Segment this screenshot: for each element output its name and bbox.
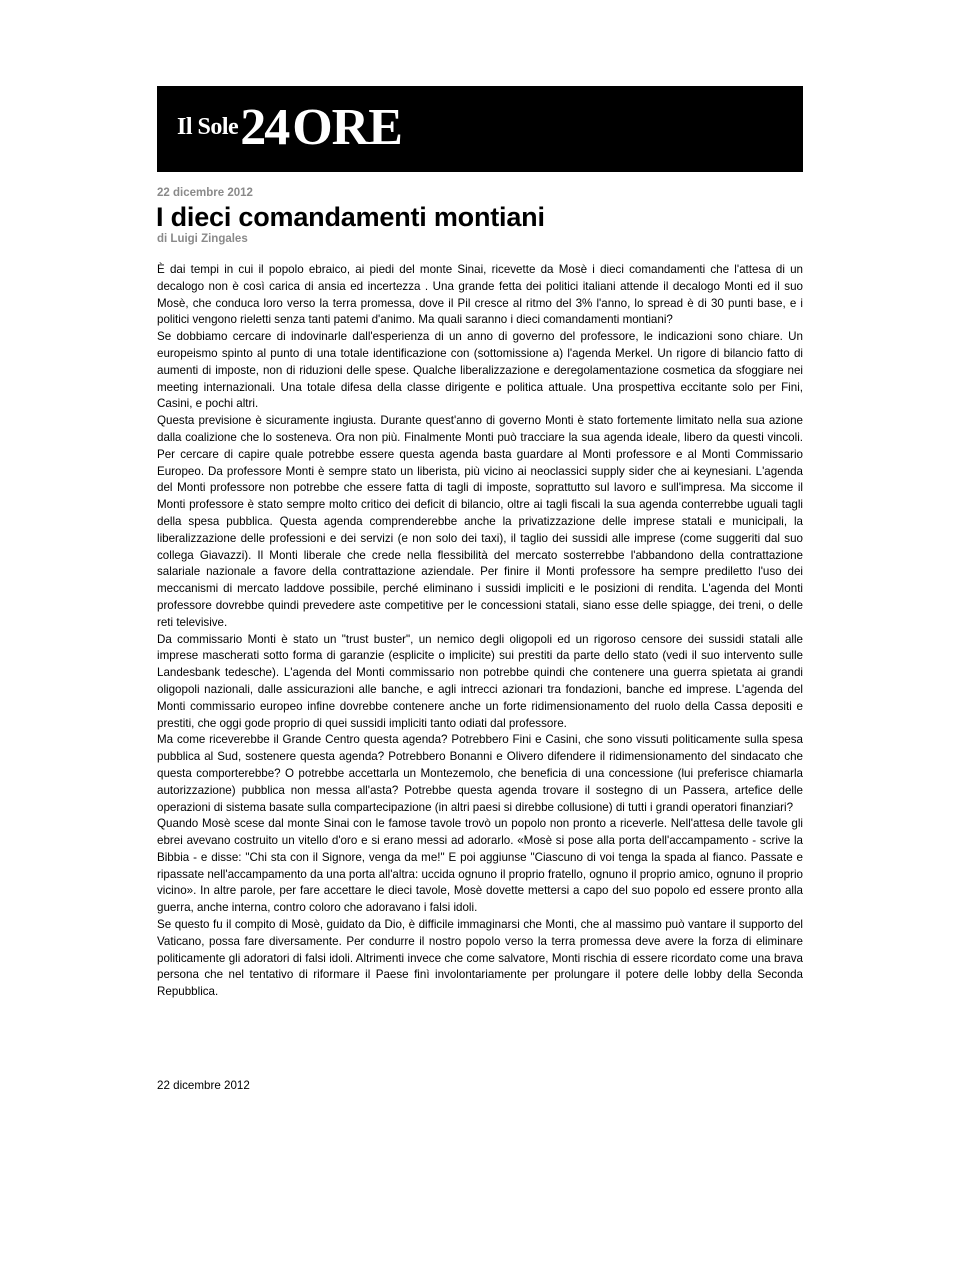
masthead-banner — [157, 86, 803, 172]
article-paragraph-2: Se dobbiamo cercare di indovinarle dall'esperienza di un anno di governo del professore, le indicazioni sono chiare. Un europeismo spinto al punto di una totale identificazione con (sottomissione a) l'agenda Merkel. Un rigore di bilancio fatto di aumenti di imposte, non di riduzioni delle spese. Qualche liberalizzazione e deregolamentazione cosmetica da sfoggiare nei meeting internazionali. Una totale difesa della classe dirigente e politica attuale. Una prospettiva eccitante solo per Fini, Casini, e pochi altri. — [157, 330, 803, 411]
article-paragraph-3: Questa previsione è sicuramente ingiusta. Durante quest'anno di governo Monti è stato fortemente limitato nella sua azione dalla coalizione che lo sosteneva. Ora non più. Finalmente Monti può tracciare la sua agenda ideale, libero da questi vincoli. Per cercare di capire quale potrebbe essere questa agenda basta guardare al Monti professore e al Monti Commissario Europeo. Da professore Monti è sempre stato un liberista, più vicino ai neoclassici supply sider che ai keynesiani. L'agenda del Monti professore non potrebbe che essere fatta di tagli di imposte, soprattutto sul lavoro e sull'impresa. Ma siccome il Monti professore è stato sempre molto critico dei deficit di bilancio, oltre ai tagli fiscali la sua agenda conterrebbe uguali tagli della spesa pubblica. Questa agenda comprenderebbe anche la privatizzazione delle imprese statali e municipali, la liberalizzazione delle professioni e dei servizi (e non solo dei taxi), il taglio dei sussidi alle imprese (come suggeriti dal suo collega Giavazzi). Il Monti liberale che crede nella flessibilità del mercato sosterrebbe l'abbandono della contrattazione salariale nazionale a favore della contrattazione aziendale. Per finire il Monti professore ha sempre prediletto l'uso dei meccanismi di mercato laddove possibile, perché eliminano i sussidi impliciti e le posizioni di rendita. L'agenda del Monti professore dovrebbe quindi prevedere aste competitive per le concessioni statali, siano esse delle spiagge, dei treni, o delle reti televisive. — [157, 414, 803, 629]
article-paragraph-5: Ma come riceverebbe il Grande Centro questa agenda? Potrebbero Fini e Casini, che sono vissuti politicamente sulla spesa pubblica al Sud, sostenere questa agenda? Potrebbero Bonanni e Olivero difendere il ridimensionamento del sindacato che questa comporterebbe? O potrebbe accettarla un Montezemolo, che beneficia di una concessione (lui preferisce chiamarla autorizzazione) pubblica non messa all'asta? Potrebbe questa agenda trovare il sostegno di un Passera, artefice delle operazioni di sistema basate sulla compartecipazione (in altri paesi si direbbe collusione) di tutti i grandi operatori finanziari? — [157, 733, 803, 814]
logo-ore: ORE — [292, 99, 402, 156]
logo-il-sole: Il Sole — [177, 114, 239, 140]
logo-24: 24 — [240, 99, 289, 156]
article-body — [157, 262, 803, 1001]
article-paragraph-6: Quando Mosè scese dal monte Sinai con le famose tavole trovò un popolo non pronto a riceverle. Nell'attesa delle tavole gli ebrei avevano costruito un vitello d'oro e si erano messi ad adorarlo. «Mosè si pose alla porta dell'accampamento - scrive la Bibbia - e disse: "Chi sta con il Signore, venga da me!" E poi aggiunse "Ciascuno di voi tenga la spada al fianco. Passate e ripassate nell'accampamento da una porta all'altra: uccida ognuno il proprio fratello, ognuno il proprio amico, ognuno il proprio vicino». In altre parole, per fare accettare le dieci tavole, Mosè dovette mettersi a capo del suo popolo ed essere pronto alla guerra, anche interna, contro coloro che adoravano i falsi idoli. — [157, 817, 803, 915]
article-date: 22 dicembre 2012 — [157, 187, 253, 199]
article-paragraph-4: Da commissario Monti è stato un "trust buster", un nemico degli oligopoli ed un rigoroso censore dei sussidi statali alle imprese mascherati sotto forma di garanzie (esplicite o implicite) sui prestiti da parte dello stato (vedi il suo intervento sulle Landesbank tedesche). L'agenda del Monti commissario non potrebbe quindi che contenere una guerra spietata ai grandi oligopoli nazionali, dalle assicurazioni alle banche, e agli intrecci azionari tra fondazioni, banche ed imprese. L'agenda del Monti commissario europeo infine dovrebbe contenere anche un forte ridimensionamento del ruolo della Cassa depositi e prestiti, che oggi gode proprio di quei sussidi impliciti tanto odiati dal professore. — [157, 632, 803, 730]
il-sole-24-ore-logo — [177, 98, 402, 157]
article-paragraph-7: Se questo fu il compito di Mosè, guidato da Dio, è difficile immaginarsi che Monti, che al massimo può vantare il supporto del Vaticano, possa fare diversamente. Per condurre il nostro popolo verso la terra promessa deve avere la forza di eliminare politicamente gli adoratori di falsi idoli. Altrimenti invece che come salvatore, Monti rischia di essere ricordato come una brava persona che nel tentativo di riformare il Paese finì involontariamente per prolungare il potere delle lobby della Seconda Repubblica. — [157, 918, 803, 999]
article-title: I dieci comandamenti montiani — [156, 202, 545, 232]
article-byline: di Luigi Zingales — [157, 233, 248, 245]
footer-date: 22 dicembre 2012 — [157, 1079, 250, 1092]
article-paragraph-1: È dai tempi in cui il popolo ebraico, ai piedi del monte Sinai, ricevette da Mosè i dieci comandamenti che l'attesa di un decalogo non è così carica di ansia ed incertezza . Una grande fetta dei politici italiani attende il decalogo Monti ed il suo Mosè, che conduca loro verso la terra promessa, dove il Pil cresce al ritmo del 3% l'anno, lo spread è di 30 punti base, e i politici vengono rieletti senza tanti patemi d'animo. Ma quali saranno i dieci comandamenti montiani? — [157, 263, 803, 327]
